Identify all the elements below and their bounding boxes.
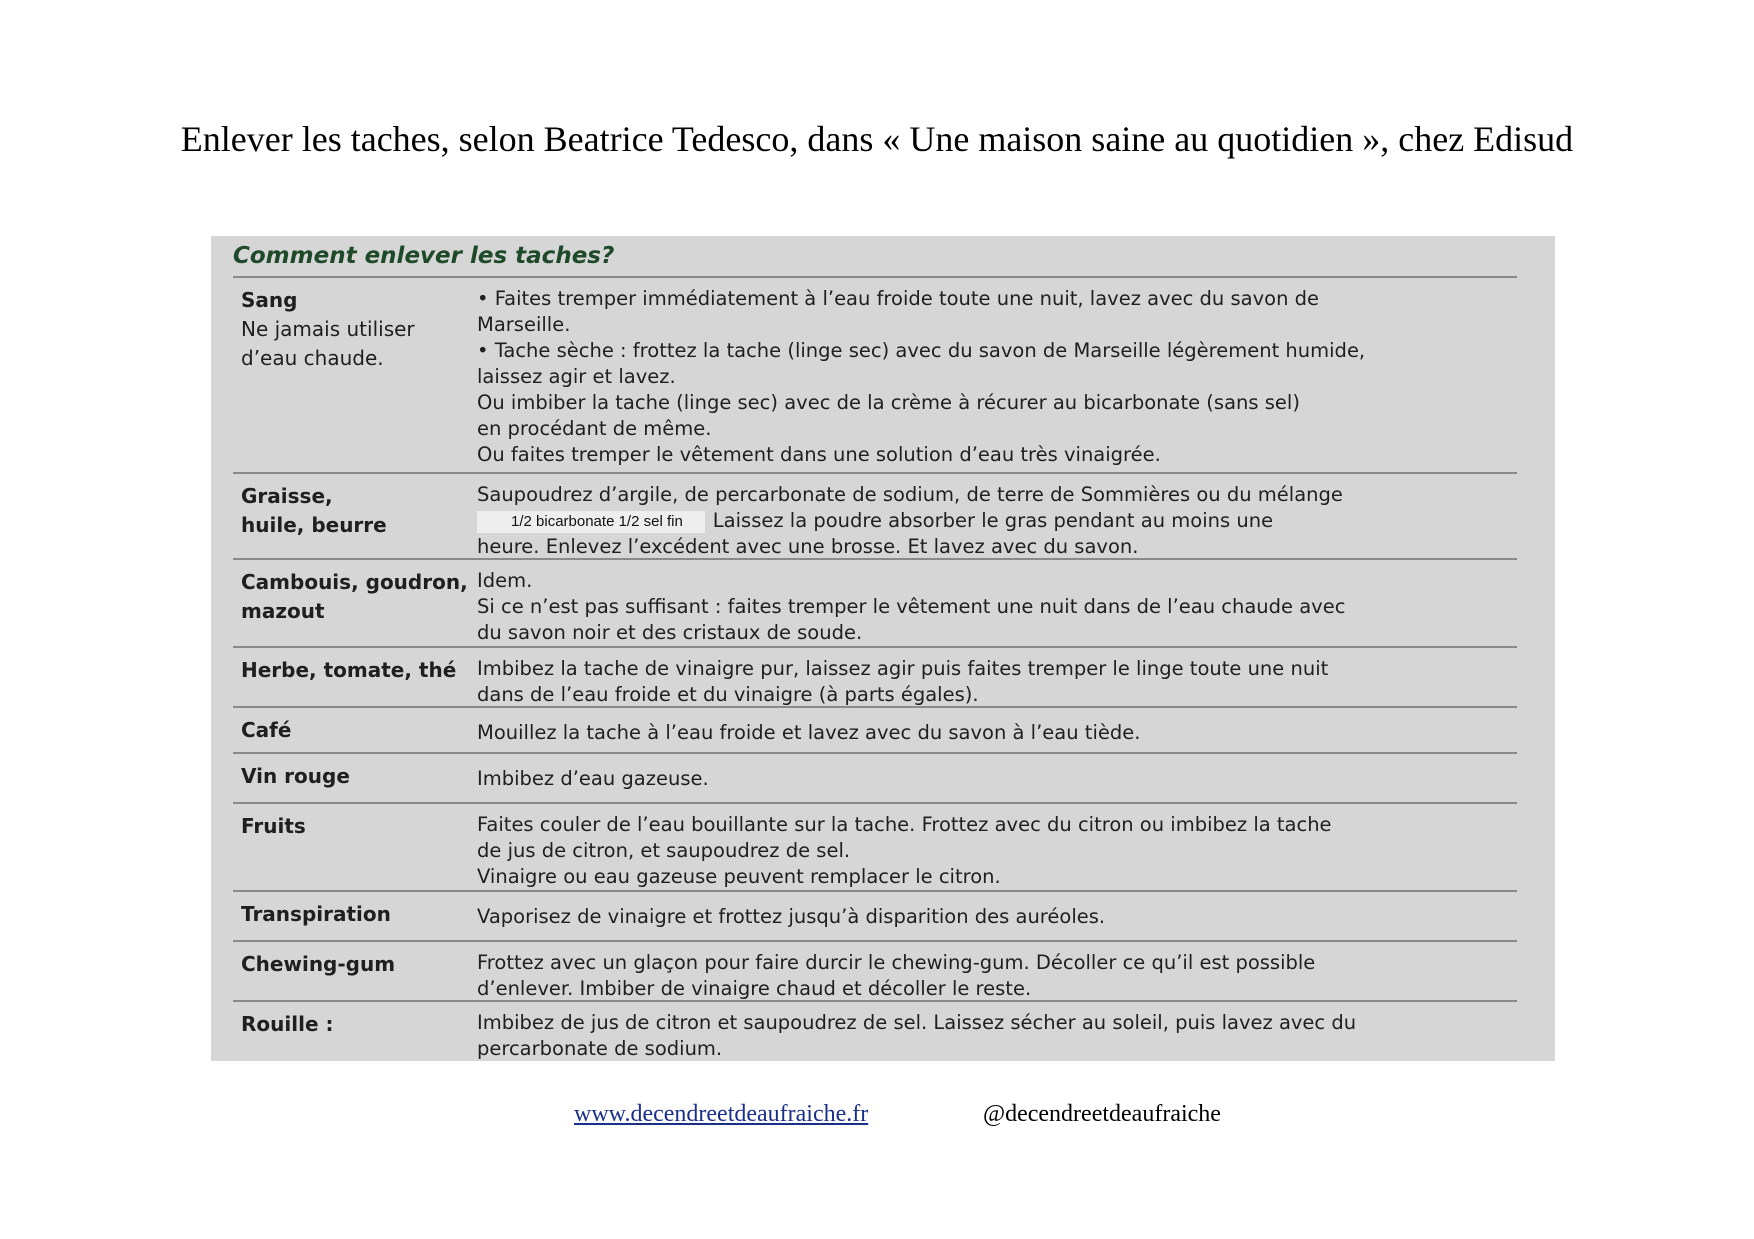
remedy-line: • Tache sèche : frottez la tache (linge sec) avec du savon de Marseille légèrement humide,: [477, 339, 1366, 362]
remedy-cell: [477, 1002, 1517, 1064]
remedy-line: Frottez avec un glaçon pour faire durcir le chewing-gum. Décoller ce qu’il est possible: [477, 951, 1316, 974]
remedy-cell: [477, 892, 1517, 940]
remedy-line: • Faites tremper immédiatement à l’eau froide toute une nuit, lavez avec du savon de: [477, 287, 1320, 310]
remedy-cell: [477, 648, 1517, 706]
table-row: [233, 558, 1517, 646]
page-title: Enlever les taches, selon Beatrice Tedesco, dans « Une maison saine au quotidien », chez Edisud: [180, 119, 1574, 159]
remedy-line: Idem.: [477, 569, 533, 592]
table-row: [233, 472, 1517, 558]
remedy-line: en procédant de même.: [477, 417, 712, 440]
remedy-cell: [477, 804, 1517, 890]
table-row: [233, 752, 1517, 802]
stain-name: Vin rouge: [241, 764, 350, 788]
table-row: [233, 646, 1517, 706]
remedy-line: Vaporisez de vinaigre et frottez jusqu’à disparition des auréoles.: [477, 905, 1106, 928]
stain-cell: [233, 560, 477, 646]
stain-name: Rouille :: [241, 1012, 334, 1036]
remedy-line: Saupoudrez d’argile, de percarbonate de sodium, de terre de Sommières ou du mélange: [477, 483, 1343, 506]
table-heading: Comment enlever les taches?: [233, 243, 615, 269]
stain-name: Cambouis, goudron,: [241, 570, 468, 594]
remedy-line: laissez agir et lavez.: [477, 365, 676, 388]
stain-name: Chewing-gum: [241, 952, 396, 976]
remedy-line: Imbibez la tache de vinaigre pur, laissez agir puis faites tremper le linge toute une nuit: [477, 657, 1329, 680]
stain-name: Fruits: [241, 814, 306, 838]
stain-cell: [233, 648, 477, 706]
stain-name: Graisse,: [241, 484, 333, 508]
remedy-cell: [477, 474, 1517, 558]
remedy-line-text: Laissez la poudre absorber le gras pendant au moins une: [712, 509, 1274, 532]
remedy-line: Vinaigre ou eau gazeuse peuvent remplacer le citron.: [477, 865, 1001, 888]
overlay-note-box: 1/2 bicarbonate 1/2 sel fin: [477, 511, 705, 533]
remedy-line: Imbibez de jus de citron et saupoudrez de sel. Laissez sécher au soleil, puis lavez avec du: [477, 1011, 1357, 1034]
social-handle: @decendreetdeaufraiche: [983, 1101, 1221, 1127]
stain-cell: [233, 708, 477, 752]
stain-note: d’eau chaude.: [241, 346, 384, 370]
stain-cell: [233, 804, 477, 890]
remedy-line: heure. Enlevez l’excédent avec une brosse. Et lavez avec du savon.: [477, 535, 1139, 558]
stain-name: Sang: [241, 288, 298, 312]
remedy-line: Marseille.: [477, 313, 571, 336]
remedy-line: dans de l’eau froide et du vinaigre (à parts égales).: [477, 683, 979, 706]
stain-cell: [233, 892, 477, 940]
stain-cell: [233, 474, 477, 558]
remedy-line: Mouillez la tache à l’eau froide et lavez avec du savon à l’eau tiède.: [477, 721, 1141, 744]
remedy-line: [477, 508, 1517, 534]
stain-table-scan: [211, 236, 1555, 1061]
table-row: [233, 890, 1517, 940]
remedy-cell: [477, 754, 1517, 802]
remedy-line: Imbibez d’eau gazeuse.: [477, 767, 709, 790]
remedy-cell: [477, 560, 1517, 646]
remedy-line: Si ce n’est pas suffisant : faites tremper le vêtement une nuit dans de l’eau chaude avec: [477, 595, 1346, 618]
remedy-line: Ou imbiber la tache (linge sec) avec de la crème à récurer au bicarbonate (sans sel): [477, 391, 1300, 414]
remedy-line: du savon noir et des cristaux de soude.: [477, 621, 863, 644]
remedy-cell: [477, 708, 1517, 752]
stain-name: Herbe, tomate, thé: [241, 658, 457, 682]
remedy-line: Faites couler de l’eau bouillante sur la tache. Frottez avec du citron ou imbibez la tache: [477, 813, 1332, 836]
table-row: [233, 706, 1517, 752]
stain-name: Café: [241, 718, 292, 742]
stain-name: Transpiration: [241, 902, 391, 926]
table-row: [233, 276, 1517, 472]
stain-name-line2: mazout: [241, 599, 325, 623]
stain-name-line2: huile, beurre: [241, 513, 387, 537]
website-link[interactable]: www.decendreetdeaufraiche.fr: [574, 1101, 869, 1127]
remedy-cell: [477, 942, 1517, 1000]
remedy-line: de jus de citron, et saupoudrez de sel.: [477, 839, 851, 862]
table-row: [233, 802, 1517, 890]
stain-cell: [233, 278, 477, 472]
table-row: [233, 940, 1517, 1000]
stain-cell: [233, 942, 477, 1000]
stain-note: Ne jamais utiliser: [241, 317, 415, 341]
stain-cell: [233, 754, 477, 802]
remedy-line: d’enlever. Imbiber de vinaigre chaud et décoller le reste.: [477, 977, 1032, 1000]
stain-cell: [233, 1002, 477, 1064]
table-row: [233, 1000, 1517, 1064]
remedy-line: Ou faites tremper le vêtement dans une solution d’eau très vinaigrée.: [477, 443, 1161, 466]
remedy-line: percarbonate de sodium.: [477, 1037, 723, 1060]
remedy-cell: [477, 278, 1517, 472]
